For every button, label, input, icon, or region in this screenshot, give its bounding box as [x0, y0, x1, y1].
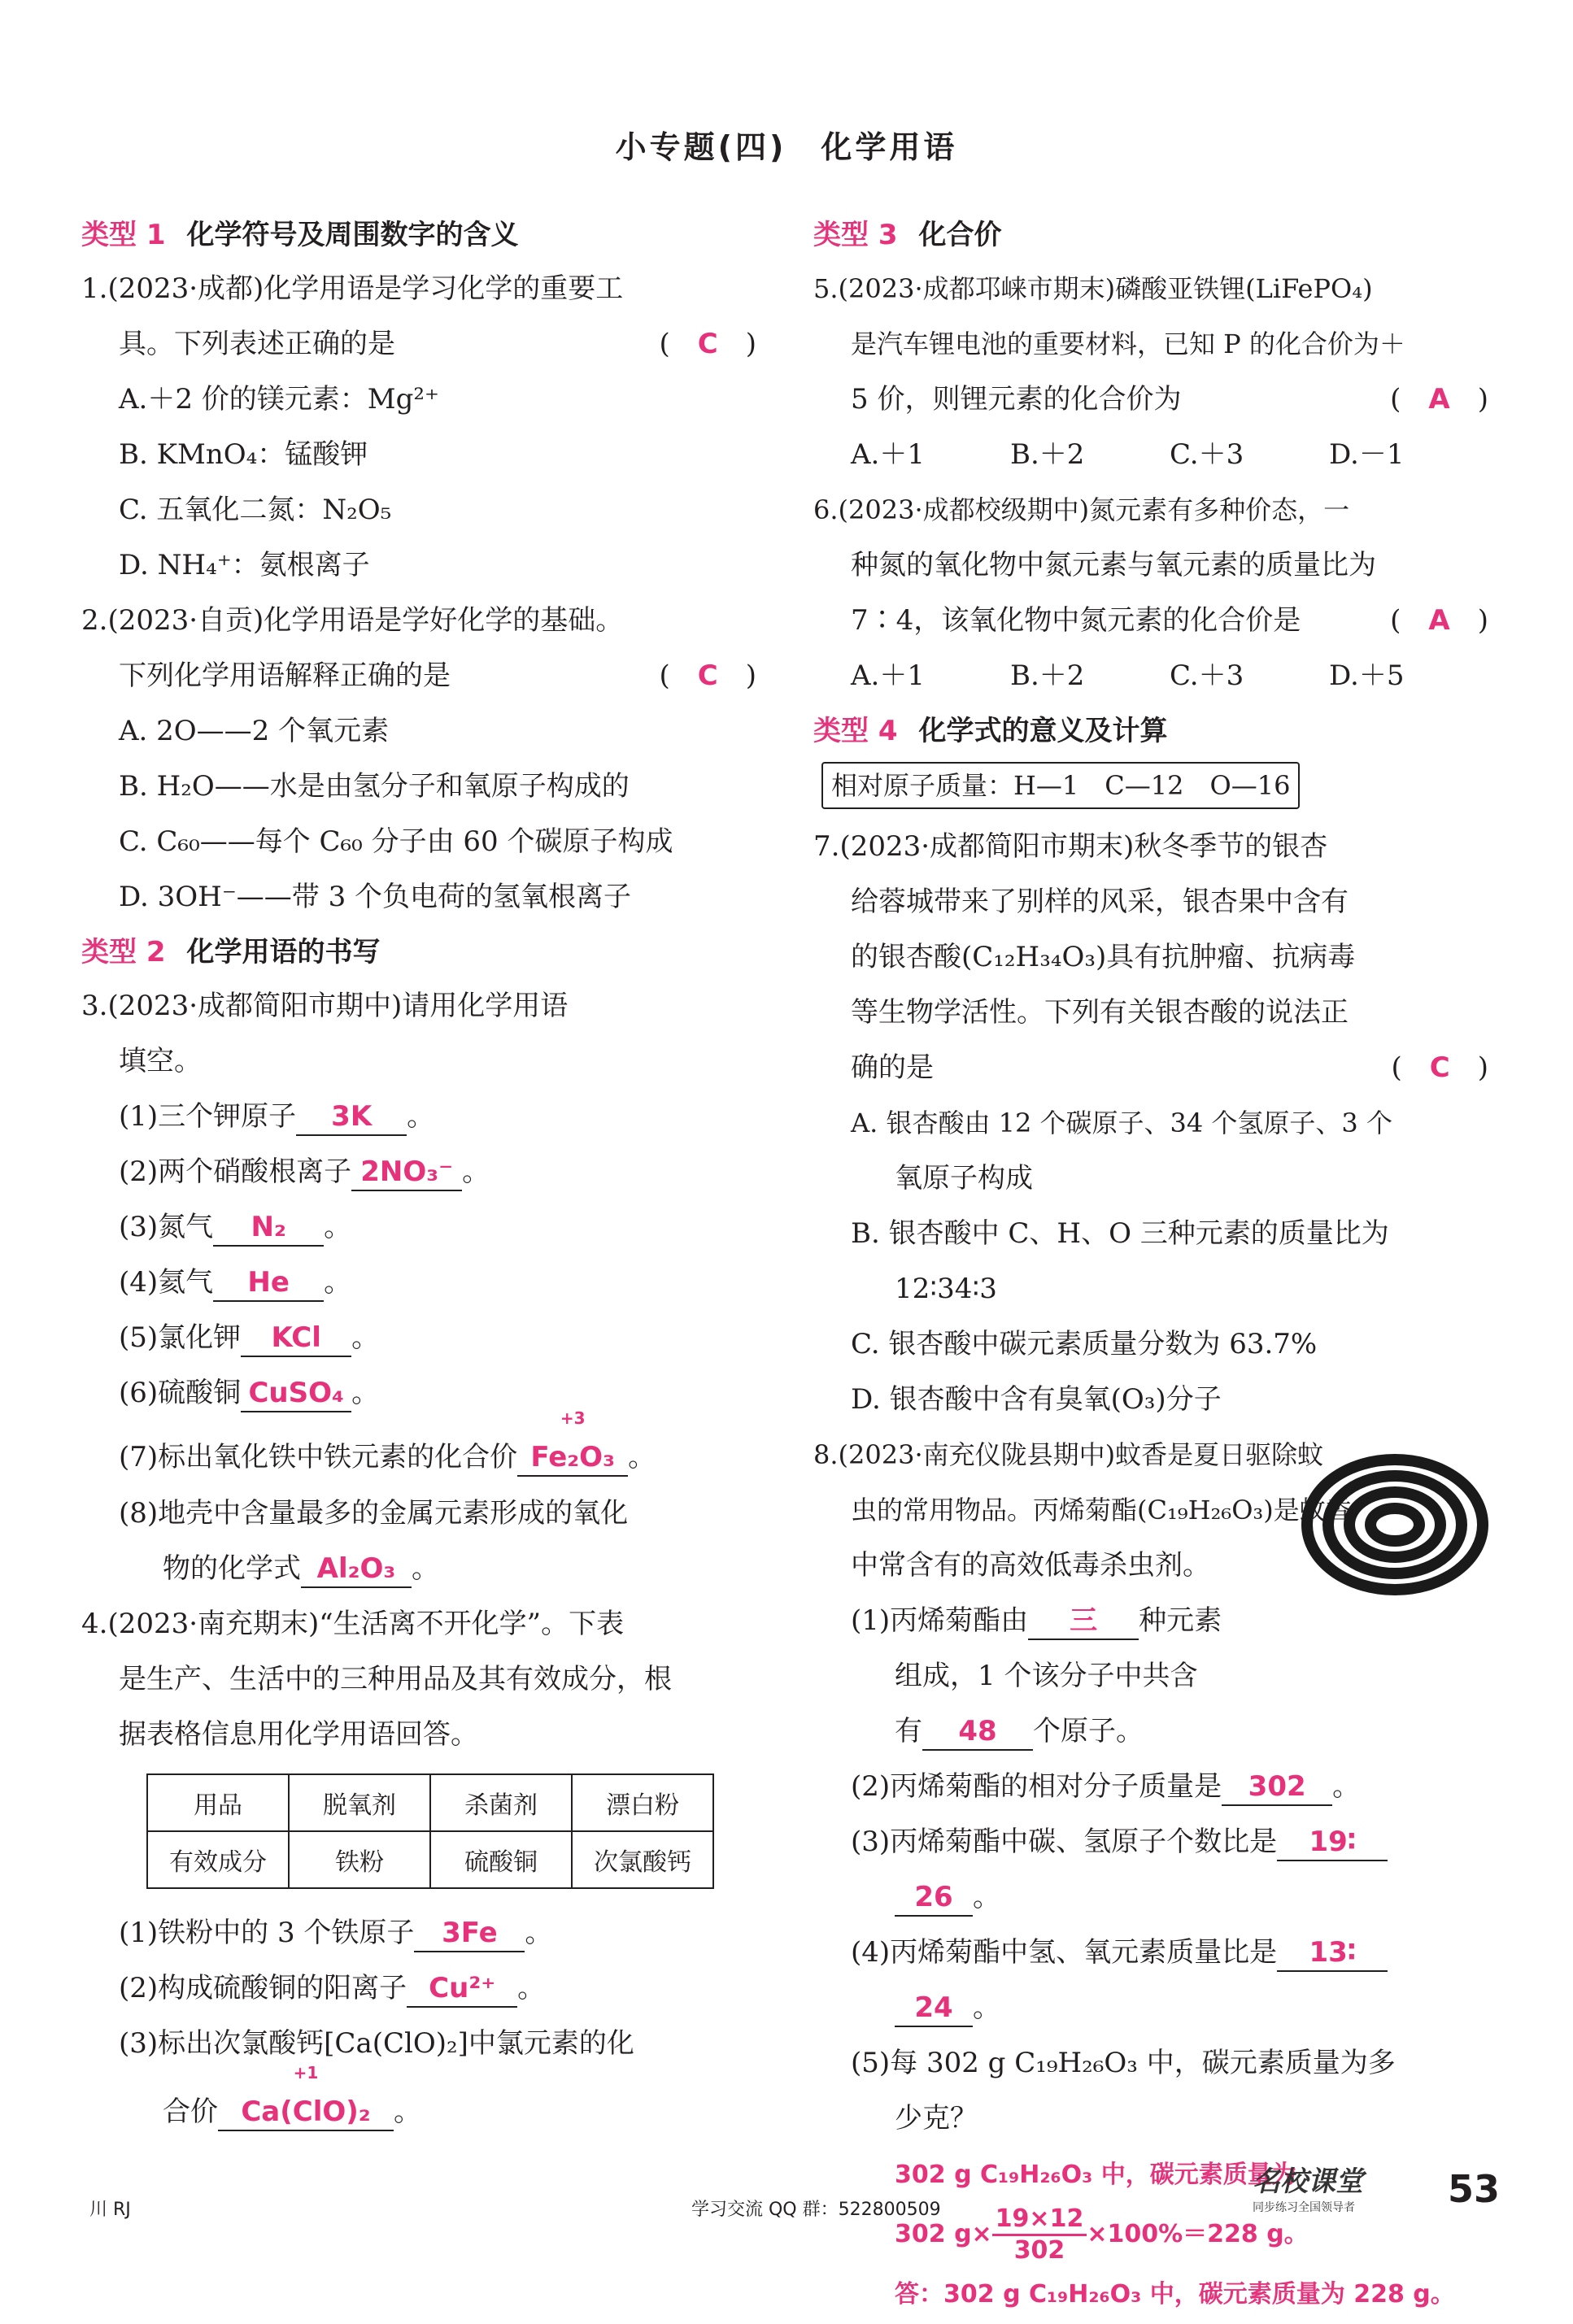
answer-choice: ( A ): [1390, 604, 1488, 637]
option: A. 银杏酸由 12 个碳原子、34 个氢原子、3 个: [851, 1108, 1392, 1138]
question-text: 8.(2023·南充仪陇县期中)蚊香是夏日驱除蚊: [813, 1439, 1324, 1470]
fill-item: 物的化学式 Al₂O₃ 。: [81, 1541, 756, 1596]
answer-blank: 13∶: [1277, 1934, 1388, 1972]
answer-blank: 3K: [296, 1099, 407, 1136]
answer-blank: 2NO₃⁻: [351, 1154, 462, 1191]
answer-blank: 19∶: [1277, 1824, 1388, 1861]
ingredient-table: [146, 1773, 714, 1889]
fill-item: (5)氯化钾 KCl 。: [81, 1310, 756, 1365]
section-heading-1: [81, 212, 756, 250]
question-text: 是生产、生活中的三种用品及其有效成分，根: [119, 1663, 672, 1695]
footer-edition: 川 RJ: [89, 2200, 131, 2220]
solution-line: 302 g C₁₉H₂₆O₃ 中，碳元素质量为: [895, 2161, 1296, 2189]
answer-blank: KCl: [241, 1320, 351, 1357]
question-1: [81, 261, 756, 593]
answer-choice: ( A ): [1390, 383, 1488, 416]
fill-item: (2)丙烯菊酯的相对分子质量是 302 。: [813, 1759, 1488, 1814]
option: 氧原子构成: [895, 1162, 1033, 1195]
option: C.＋3: [1170, 659, 1244, 692]
option: C. 银杏酸中碳元素质量分数为 63.7%: [851, 1328, 1318, 1360]
fill-item: (7)标出氧化铁中铁元素的化合价 +3 Fe₂O₃ 。: [81, 1421, 756, 1486]
answer-blank: 302: [1222, 1769, 1332, 1806]
question-text: 确的是 ( C ): [813, 1040, 1488, 1095]
answer-choice: ( C ): [659, 328, 756, 360]
answer-blank: +3 Fe₂O₃: [517, 1439, 628, 1477]
answer-blank: CuSO₄: [241, 1375, 351, 1412]
table-cell: 漂白粉: [572, 1774, 713, 1831]
option: B. 银杏酸中 C、H、O 三种元素的质量比为: [851, 1217, 1389, 1250]
option: B.＋2: [1010, 659, 1085, 692]
question-text: 7∶4，该氧化物中氮元素的化合价是 ( A ): [813, 593, 1488, 648]
section-title: 化合价: [918, 219, 1002, 251]
answer-choice: ( C ): [1391, 1051, 1488, 1084]
section-tag: 类型 1: [81, 219, 166, 251]
right-column: [813, 207, 1488, 2324]
answer-blank: +1 Ca(ClO)₂: [218, 2094, 394, 2131]
fill-item: 26 。: [813, 1869, 1488, 1925]
option: A. 2O——2 个氧元素: [119, 715, 390, 747]
question-6: [813, 482, 1488, 703]
section-title: 化学式的意义及计算: [918, 715, 1168, 747]
table-row: [147, 1774, 713, 1831]
fill-item: 合价 +1 Ca(ClO)₂ 。: [81, 2071, 756, 2144]
question-text: 种氮的氧化物中氮元素与氧元素的质量比为: [851, 549, 1376, 581]
option: A.＋2 价的镁元素：Mg²⁺: [119, 383, 439, 416]
fill-item: 有 48 个原子。: [813, 1704, 1488, 1759]
question-4: [81, 1596, 756, 2144]
question-text: (5)每 302 g C₁₉H₂₆O₃ 中，碳元素质量为多: [851, 2047, 1396, 2079]
section-title: 化学用语的书写: [186, 936, 381, 968]
section-tag: 类型 4: [813, 715, 898, 747]
question-text: 虫的常用物品。丙烯菊酯(C₁₉H₂₆O₃)是蚊香: [851, 1495, 1352, 1525]
section-heading-4: [813, 708, 1488, 746]
question-text: 1.(2023·成都)化学用语是学习化学的重要工: [81, 272, 624, 305]
valence-mark: +3: [560, 1408, 586, 1428]
option: C.＋3: [1170, 438, 1244, 471]
option: A.＋1: [851, 438, 925, 471]
answer-blank: Cu²⁺: [407, 1970, 517, 2008]
footer-qq-group: 学习交流 QQ 群：522800509: [691, 2200, 941, 2220]
left-column: [81, 207, 756, 2144]
question-text: (8)地壳中含量最多的金属元素形成的氧化: [119, 1497, 629, 1530]
question-7: [813, 819, 1488, 1427]
fill-item: (2)构成硫酸铜的阳离子 Cu²⁺ 。: [81, 1961, 756, 2016]
question-text: 具。下列表述正确的是 ( C ): [81, 316, 756, 372]
fill-item: (1)铁粉中的 3 个铁原子 3Fe 。: [81, 1905, 756, 1961]
question-text: 中常含有的高效低毒杀虫剂。: [851, 1549, 1210, 1582]
table-cell: 脱氧剂: [289, 1774, 430, 1831]
section-tag: 类型 2: [81, 936, 166, 968]
question-text: 据表格信息用化学用语回答。: [119, 1718, 478, 1751]
option: B. H₂O——水是由氢分子和氧原子构成的: [119, 770, 630, 803]
fill-item: (1)丙烯菊酯由 三 种元素: [813, 1593, 1488, 1648]
fill-item: 24 。: [813, 1980, 1488, 2035]
question-text: 5.(2023·成都邛崃市期末)磷酸亚铁锂(LiFePO₄): [813, 273, 1373, 304]
fill-item: (3)丙烯菊酯中碳、氢原子个数比是 19∶: [813, 1814, 1488, 1869]
fill-item: (4)氦气 He 。: [81, 1255, 756, 1310]
option: D.－1: [1329, 438, 1405, 471]
solution-line: 答：302 g C₁₉H₂₆O₃ 中，碳元素质量为 228 g。: [895, 2280, 1455, 2309]
question-3: [81, 978, 756, 1596]
table-row: [147, 1831, 713, 1888]
fill-item: (4)丙烯菊酯中氢、氧元素质量比是 13∶: [813, 1925, 1488, 1980]
question-text: 是汽车锂电池的重要材料，已知 P 的化合价为＋: [851, 329, 1405, 359]
table-cell: 杀菌剂: [430, 1774, 572, 1831]
page-title: 小专题(四) 化学用语: [615, 129, 958, 165]
answer-choice: ( C ): [659, 659, 756, 692]
option: B. KMnO₄：锰酸钾: [119, 438, 368, 471]
section-heading-3: [813, 212, 1488, 250]
option: D.＋5: [1329, 659, 1405, 692]
table-cell: 硫酸铜: [430, 1831, 572, 1888]
fill-item: (3)氮气 N₂ 。: [81, 1199, 756, 1255]
fraction: $\frac{19\times 12}{302}$: [992, 2204, 1087, 2265]
option: D. NH₄⁺：氨根离子: [119, 549, 370, 581]
question-text: 填空。: [119, 1045, 202, 1077]
table-cell: 有效成分: [147, 1831, 289, 1888]
publisher-logo: 名校课堂 同步练习全国领导者: [1253, 2165, 1363, 2214]
answer-blank: 3Fe: [414, 1915, 525, 1952]
question-text: 给蓉城带来了别样的风采，银杏果中含有: [851, 886, 1349, 918]
question-text: 5 价，则锂元素的化合价为 ( A ): [813, 372, 1488, 427]
options-row: [813, 427, 1488, 482]
section-tag: 类型 3: [813, 219, 898, 251]
table-cell: 次氯酸钙: [572, 1831, 713, 1888]
options-row: [813, 648, 1488, 703]
page-number: 53: [1448, 2167, 1501, 2211]
answer-blank: N₂: [213, 1209, 324, 1247]
answer-blank: Al₂O₃: [301, 1551, 412, 1588]
answer-blank: 26: [895, 1879, 973, 1917]
answer-blank: He: [213, 1264, 324, 1302]
valence-mark: +1: [293, 2063, 319, 2082]
atomic-mass-box: 相对原子质量：H—1 C—12 O—16: [821, 762, 1300, 809]
question-2: [81, 593, 756, 925]
question-text: 6.(2023·成都校级期中)氮元素有多种价态，一: [813, 494, 1350, 525]
table-cell: 铁粉: [289, 1831, 430, 1888]
option: D. 银杏酸中含有臭氧(O₃)分子: [851, 1383, 1222, 1416]
mosquito-coil-image: [1301, 1447, 1488, 1602]
question-5: [813, 261, 1488, 482]
option: A.＋1: [851, 659, 925, 692]
question-text: 的银杏酸(C₁₂H₃₄O₃)具有抗肿瘤、抗病毒: [851, 941, 1356, 973]
option: 12∶34∶3: [895, 1273, 997, 1305]
option: C. 五氧化二氮：N₂O₅: [119, 494, 392, 526]
section-title: 化学符号及周围数字的含义: [186, 219, 519, 251]
answer-blank: 48: [922, 1713, 1033, 1751]
question-text: 少克？: [895, 2102, 978, 2135]
question-text: 7.(2023·成都简阳市期末)秋冬季节的银杏: [813, 830, 1328, 863]
fill-item: (2)两个硝酸根离子 2NO₃⁻ 。: [81, 1144, 756, 1199]
option: C. C₆₀——每个 C₆₀ 分子由 60 个碳原子构成: [119, 825, 673, 858]
fill-item: (1)三个钾原子 3K 。: [81, 1089, 756, 1144]
question-text: 2.(2023·自贡)化学用语是学好化学的基础。: [81, 604, 624, 637]
table-cell: 用品: [147, 1774, 289, 1831]
question-text: 下列化学用语解释正确的是 ( C ): [81, 648, 756, 703]
question-text: 组成，1 个该分子中共含: [895, 1660, 1198, 1692]
question-text: 等生物学活性。下列有关银杏酸的说法正: [851, 996, 1349, 1029]
question-text: 3.(2023·成都简阳市期中)请用化学用语: [81, 990, 569, 1022]
fill-item: (6)硫酸铜 CuSO₄ 。: [81, 1365, 756, 1421]
solution-line: 302 g× $\frac{19\times 12}{302}$ ×100%＝228 g。: [895, 2204, 1309, 2265]
option: D. 3OH⁻——带 3 个负电荷的氢氧根离子: [119, 881, 632, 913]
option: B.＋2: [1010, 438, 1085, 471]
answer-blank: 24: [895, 1990, 973, 2027]
answer-blank: 三: [1028, 1603, 1139, 1640]
question-text: (3)标出次氯酸钙[Ca(ClO)₂]中氯元素的化: [119, 2027, 634, 2060]
question-text: 4.(2023·南充期末)“生活离不开化学”。下表: [81, 1608, 625, 1640]
section-heading-2: [81, 929, 756, 967]
